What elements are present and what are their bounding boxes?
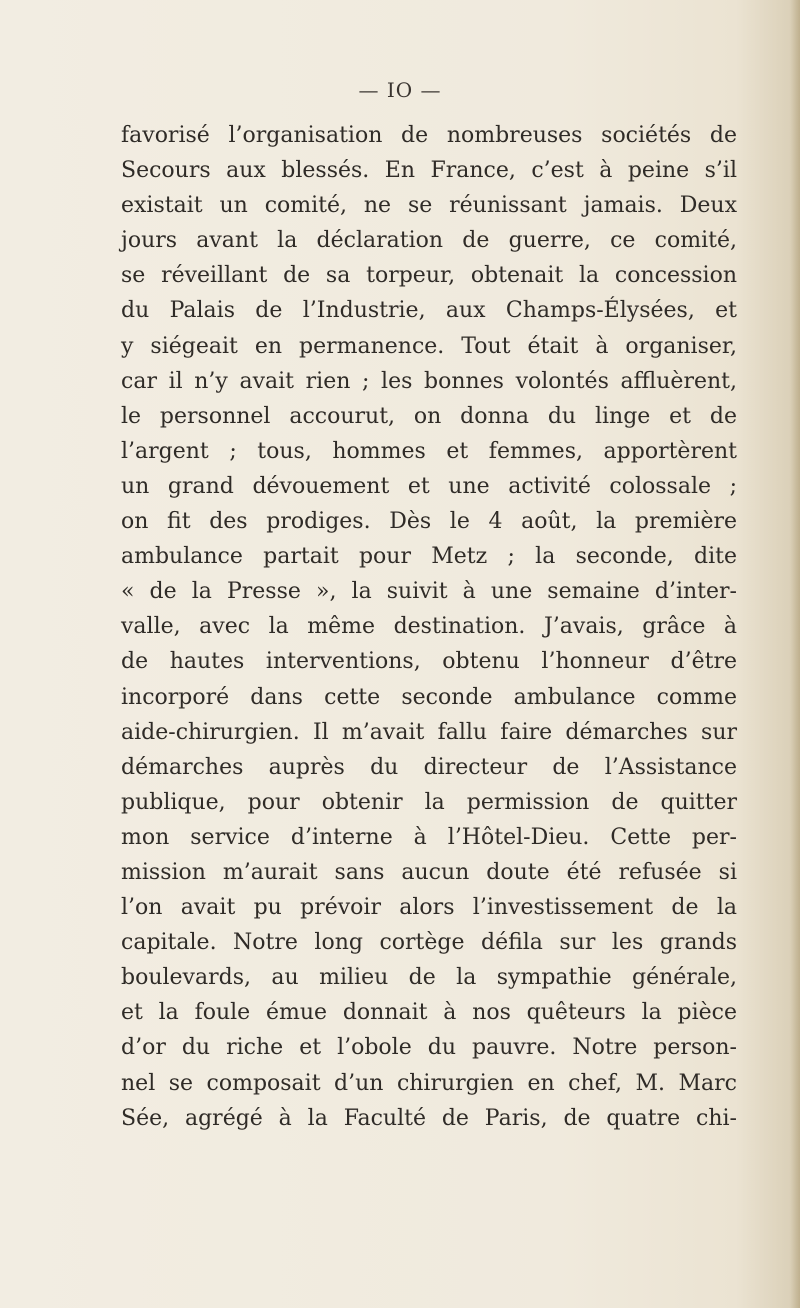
- text-line: « de la Presse », la suivit à une semaine d’inter-: [121, 579, 737, 605]
- text-line: mission m’aurait sans aucun doute été refusée si: [121, 859, 737, 885]
- text-line: incorporé dans cette seconde ambulance comme: [121, 684, 737, 710]
- text-line: ambulance partait pour Metz ; la seconde, dite: [121, 544, 737, 570]
- text-line: l’argent ; tous, hommes et femmes, apportèrent: [121, 438, 737, 464]
- text-line: aide-chirurgien. Il m’avait fallu faire démarches sur: [121, 719, 737, 745]
- text-line: y siégeait en permanence. Tout était à organiser,: [121, 333, 737, 359]
- text-line: Secours aux blessés. En France, c’est à peine s’il: [121, 158, 737, 184]
- text-line: favorisé l’organisation de nombreuses sociétés de: [121, 123, 737, 148]
- text-line: le personnel accourut, on donna du linge et de: [121, 403, 737, 429]
- text-line: nel se composait d’un chirurgien en chef, M. Marc: [121, 1070, 737, 1096]
- text-line: et la foule émue donnait à nos quêteurs la pièce: [121, 1000, 737, 1026]
- text-line: jours avant la déclaration de guerre, ce comité,: [121, 228, 737, 254]
- text-line: boulevards, au milieu de la sympathie générale,: [121, 965, 737, 991]
- body-text: [121, 118, 737, 1136]
- text-line: démarches auprès du directeur de l’Assistance: [121, 754, 737, 780]
- text-line: un grand dévouement et une activité colossale ;: [121, 473, 737, 499]
- text-line: publique, pour obtenir la permission de quitter: [121, 789, 737, 815]
- text-line: du Palais de l’Industrie, aux Champs-Élysées, et: [121, 298, 737, 324]
- text-line: d’or du riche et l’obole du pauvre. Notre person-: [121, 1035, 737, 1061]
- text-line: on fit des prodiges. Dès le 4 août, la première: [121, 509, 737, 535]
- text-line: de hautes interventions, obtenu l’honneur d’être: [121, 649, 737, 675]
- page-edge-shadow: [790, 0, 800, 1308]
- text-line: capitale. Notre long cortège défila sur les grands: [121, 930, 737, 956]
- text-line: mon service d’interne à l’Hôtel-Dieu. Cette per-: [121, 824, 737, 850]
- page-number: — IO —: [358, 78, 442, 102]
- text-line: existait un comité, ne se réunissant jamais. Deux: [121, 193, 737, 219]
- text-line: l’on avait pu prévoir alors l’investissement de la: [121, 895, 737, 921]
- text-line: valle, avec la même destination. J’avais, grâce à: [121, 614, 737, 640]
- text-line: Sée, agrégé à la Faculté de Paris, de quatre chi-: [121, 1105, 737, 1131]
- text-line: se réveillant de sa torpeur, obtenait la concession: [121, 263, 737, 289]
- text-line: car il n’y avait rien ; les bonnes volontés affluèrent,: [121, 368, 737, 394]
